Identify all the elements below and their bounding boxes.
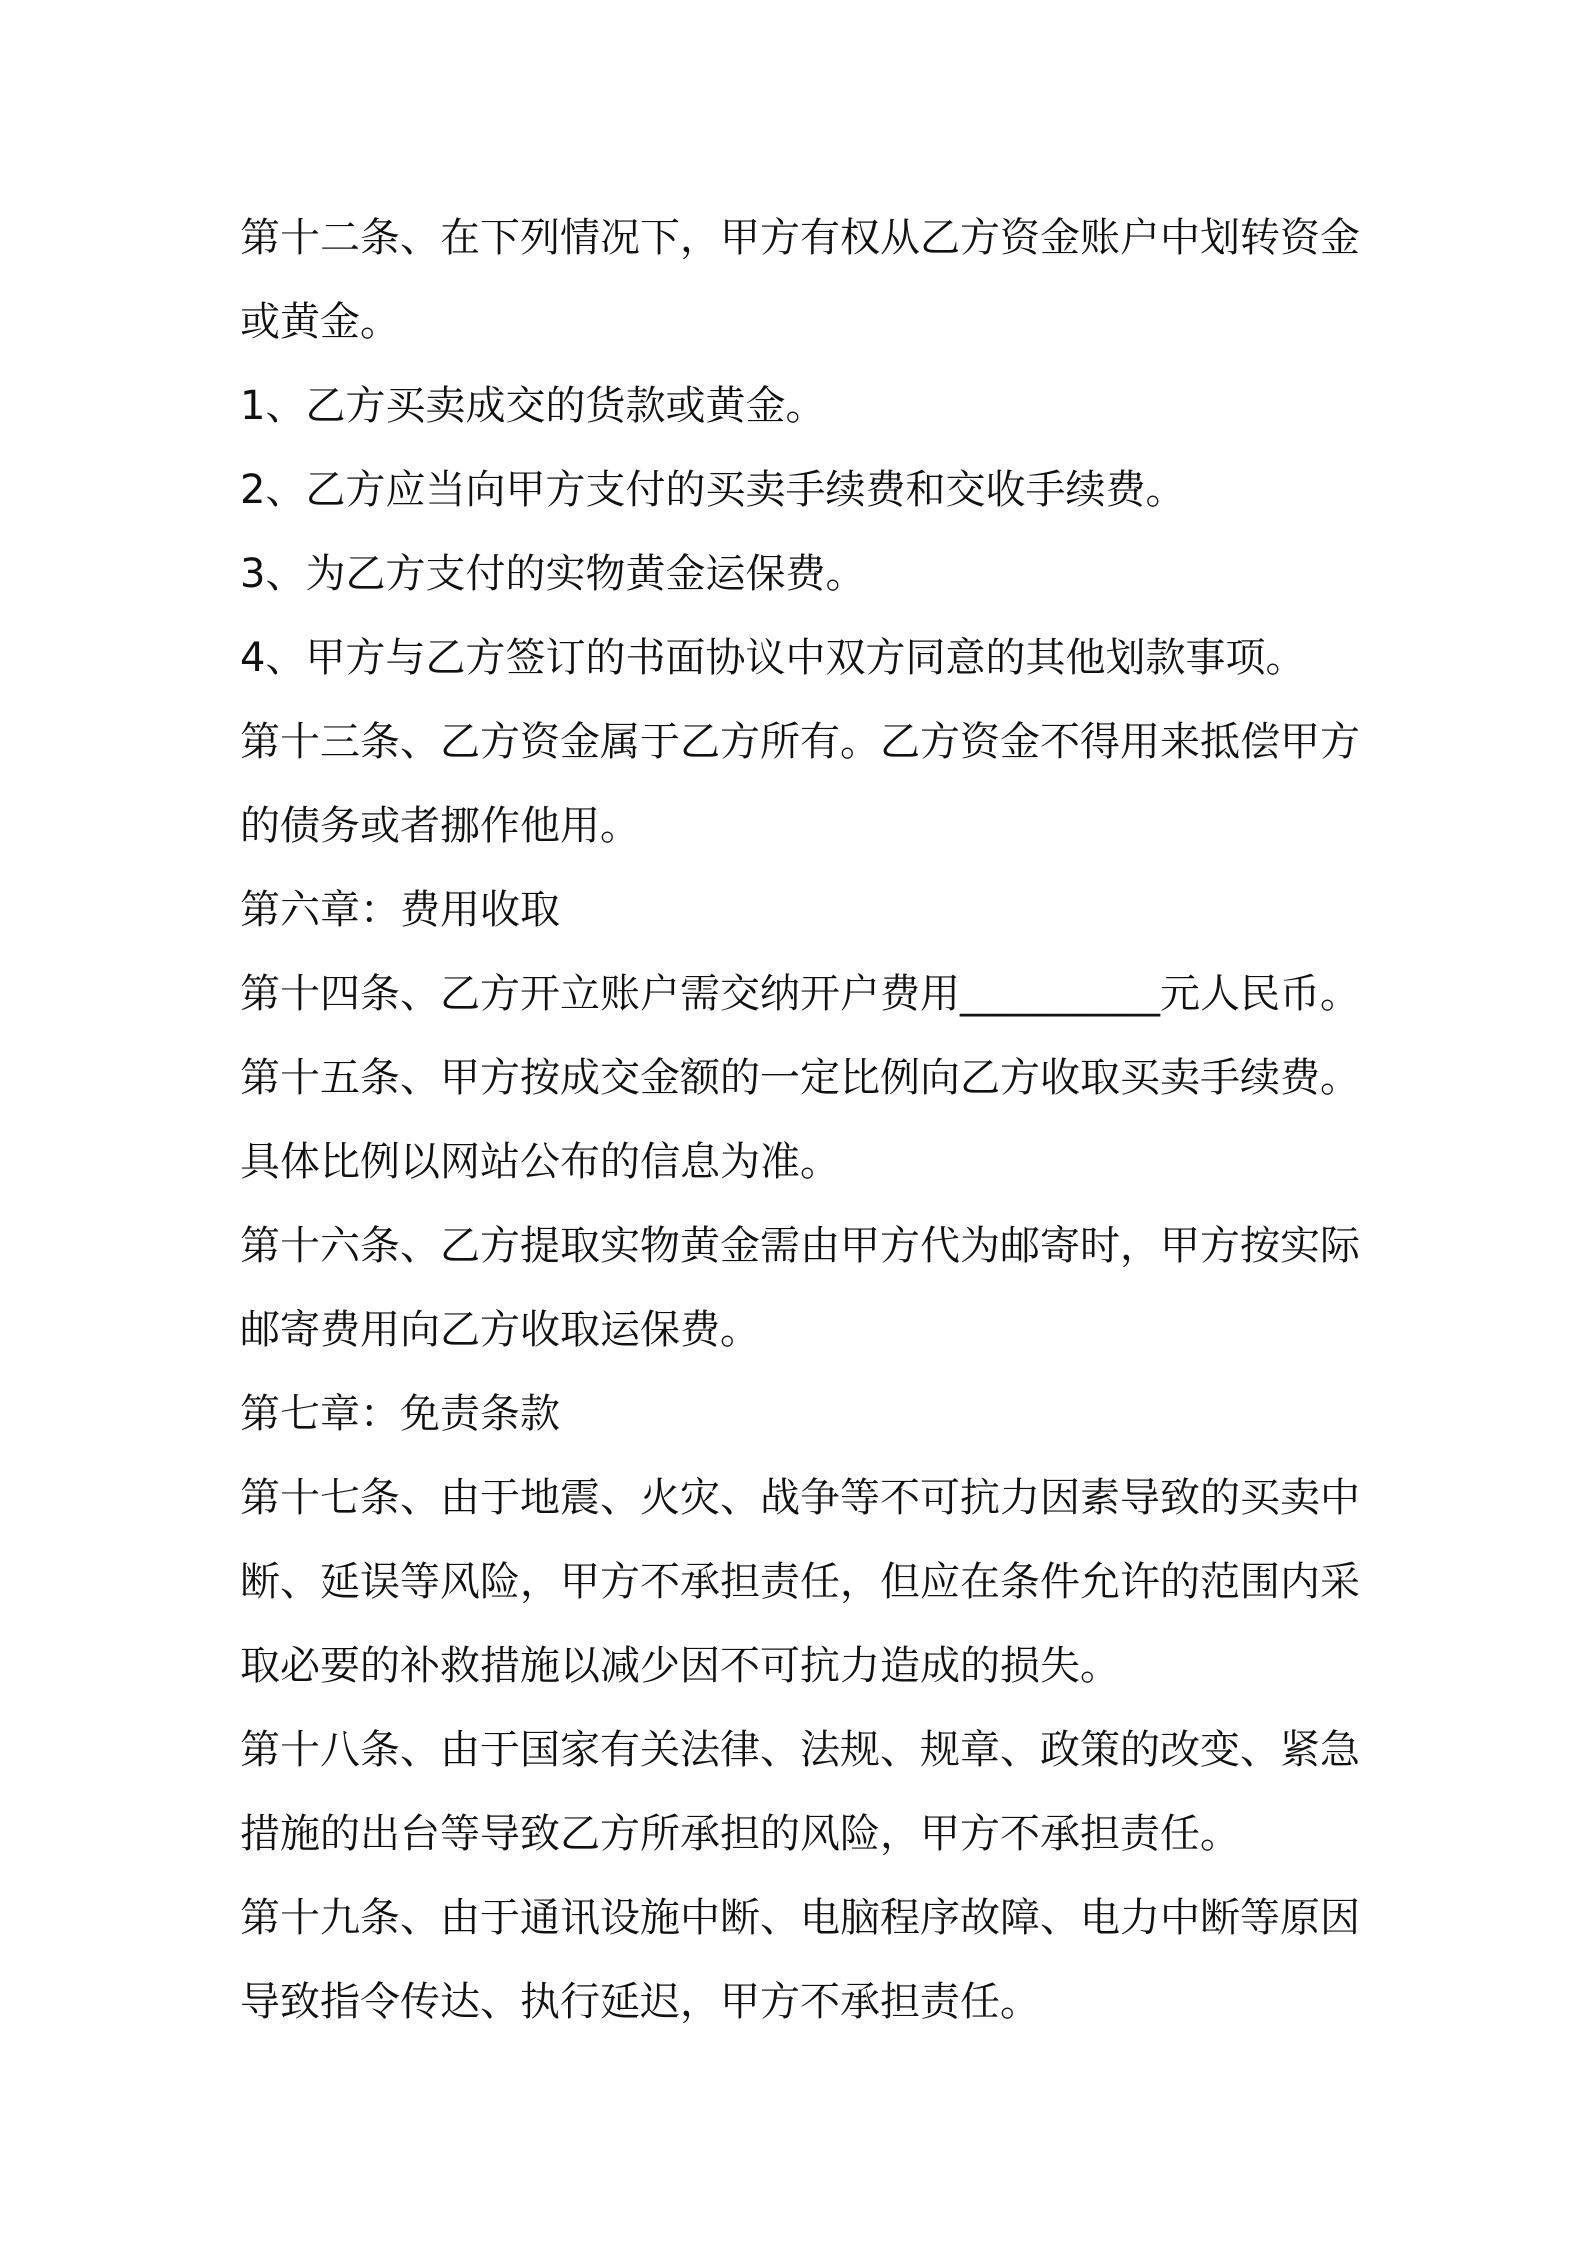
article-12-item-1: 1、乙方买卖成交的货款或黄金。 (240, 383, 826, 429)
article-13: 第十三条、乙方资金属于乙方所有。乙方资金不得用来抵偿甲方的债务或者挪作他用。 (240, 719, 1360, 849)
article-18: 第十八条、由于国家有关法律、法规、规章、政策的改变、紧急措施的出台等导致乙方所承担的风险，甲方不承担责任。 (240, 1727, 1360, 1857)
chapter-6-heading: 第六章：费用收取 (240, 887, 560, 933)
article-12-item-2: 2、乙方应当向甲方支付的买卖手续费和交收手续费。 (240, 467, 1186, 513)
article-19: 第十九条、由于通讯设施中断、电脑程序故障、电力中断等原因导致指令传达、执行延迟，甲方不承担责任。 (240, 1895, 1360, 2025)
article-14: 第十四条、乙方开立账户需交纳开户费用__________元人民币。 (240, 971, 1360, 1017)
article-15: 第十五条、甲方按成交金额的一定比例向乙方收取买卖手续费。具体比例以网站公布的信息为准。 (240, 1055, 1360, 1185)
document-body (240, 196, 1360, 2044)
chapter-7-heading: 第七章：免责条款 (240, 1391, 560, 1437)
article-12-item-4: 4、甲方与乙方签订的书面协议中双方同意的其他划款事项。 (240, 635, 1306, 681)
article-12: 第十二条、在下列情况下，甲方有权从乙方资金账户中划转资金或黄金。 (240, 215, 1360, 345)
article-16: 第十六条、乙方提取实物黄金需由甲方代为邮寄时，甲方按实际邮寄费用向乙方收取运保费。 (240, 1223, 1360, 1353)
article-12-item-3: 3、为乙方支付的实物黄金运保费。 (240, 551, 866, 597)
article-17: 第十七条、由于地震、火灾、战争等不可抗力因素导致的买卖中断、延误等风险，甲方不承担责任，但应在条件允许的范围内采取必要的补救措施以减少因不可抗力造成的损失。 (240, 1475, 1360, 1689)
